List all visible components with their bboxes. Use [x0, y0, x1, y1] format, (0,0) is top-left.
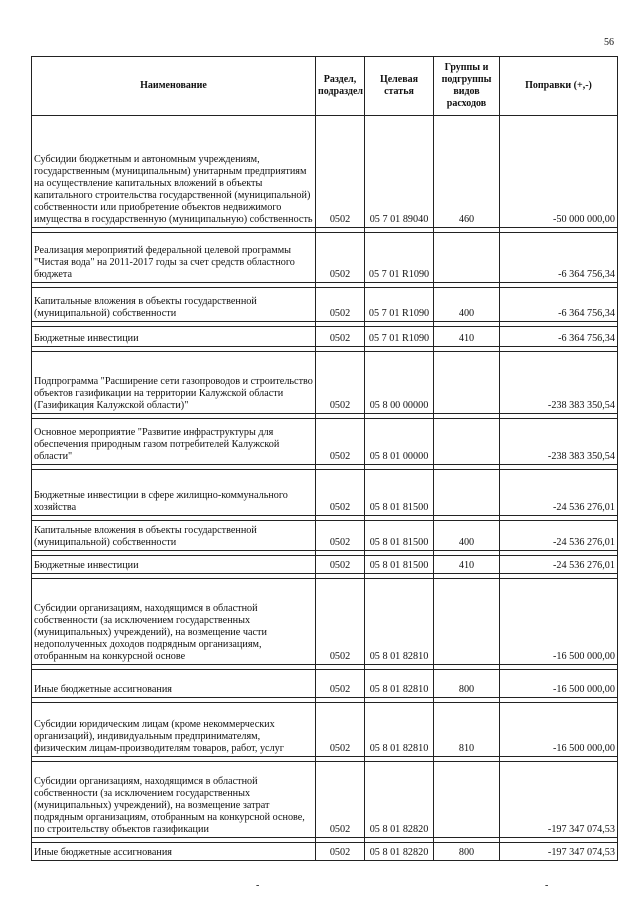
row-name: Иные бюджетные ассигнования [32, 843, 316, 861]
row-target: 05 8 01 82810 [365, 670, 434, 698]
table-header-row [32, 57, 618, 116]
row-amendment: -24 536 276,01 [500, 556, 618, 574]
row-amendment: -50 000 000,00 [500, 116, 618, 228]
row-name: Подпрограмма "Расширение сети газопроводов и строительство объектов газификации на территории Калужской области (Газификация Калужской области)" [32, 352, 316, 414]
table-row [32, 116, 618, 228]
header-group: Группы и подгруппы видов расходов [434, 57, 500, 116]
row-group: 460 [434, 116, 500, 228]
row-target: 05 8 01 81500 [365, 470, 434, 516]
row-amendment: -6 364 756,34 [500, 288, 618, 322]
page-number: 56 [604, 37, 614, 48]
table-row [32, 470, 618, 516]
row-name: Субсидии организациям, находящимся в областной собственности (за исключением государственных (муниципальных) учреждений), на возмещение части недополученных доходов подрядным организациям, отобранным на конкурсной основе [32, 579, 316, 665]
row-group: 400 [434, 288, 500, 322]
row-target: 05 8 00 00000 [365, 352, 434, 414]
header-name: Наименование [32, 57, 316, 116]
row-section: 0502 [316, 116, 365, 228]
row-name: Бюджетные инвестиции [32, 556, 316, 574]
table-row [32, 233, 618, 283]
row-section: 0502 [316, 233, 365, 283]
row-group [434, 762, 500, 838]
row-section: 0502 [316, 579, 365, 665]
row-target: 05 8 01 82810 [365, 579, 434, 665]
row-target: 05 8 01 82820 [365, 843, 434, 861]
row-name: Бюджетные инвестиции [32, 327, 316, 347]
row-section: 0502 [316, 470, 365, 516]
row-group: 800 [434, 843, 500, 861]
table-row [32, 556, 618, 574]
row-group [434, 352, 500, 414]
row-group [434, 579, 500, 665]
row-amendment: -238 383 350,54 [500, 352, 618, 414]
row-section: 0502 [316, 352, 365, 414]
row-target: 05 7 01 R1090 [365, 288, 434, 322]
row-target: 05 7 01 89040 [365, 116, 434, 228]
row-target: 05 8 01 81500 [365, 521, 434, 551]
row-target: 05 7 01 R1090 [365, 233, 434, 283]
header-amendment: Поправки (+,-) [500, 57, 618, 116]
table-row [32, 762, 618, 838]
table-row [32, 670, 618, 698]
row-group [434, 470, 500, 516]
row-amendment: -238 383 350,54 [500, 419, 618, 465]
row-section: 0502 [316, 556, 365, 574]
footer-mark-right: - [545, 880, 549, 891]
table-row [32, 419, 618, 465]
row-name: Капитальные вложения в объекты государственной (муниципальной) собственности [32, 521, 316, 551]
table-row [32, 703, 618, 757]
row-target: 05 8 01 00000 [365, 419, 434, 465]
row-section: 0502 [316, 703, 365, 757]
row-section: 0502 [316, 762, 365, 838]
table-row [32, 327, 618, 347]
row-amendment: -197 347 074,53 [500, 843, 618, 861]
row-section: 0502 [316, 843, 365, 861]
row-amendment: -6 364 756,34 [500, 233, 618, 283]
row-amendment: -16 500 000,00 [500, 670, 618, 698]
row-name: Субсидии юридическим лицам (кроме некоммерческих организаций), индивидуальным предпринимателям, физическим лицам-производителям товаров, работ, услуг [32, 703, 316, 757]
row-section: 0502 [316, 670, 365, 698]
row-amendment: -24 536 276,01 [500, 470, 618, 516]
row-group: 400 [434, 521, 500, 551]
row-group: 410 [434, 327, 500, 347]
row-group: 410 [434, 556, 500, 574]
row-group: 800 [434, 670, 500, 698]
row-group [434, 419, 500, 465]
row-amendment: -16 500 000,00 [500, 703, 618, 757]
row-name: Иные бюджетные ассигнования [32, 670, 316, 698]
row-name: Бюджетные инвестиции в сфере жилищно-коммунального хозяйства [32, 470, 316, 516]
row-target: 05 7 01 R1090 [365, 327, 434, 347]
row-section: 0502 [316, 288, 365, 322]
budget-amendments-table [31, 56, 618, 861]
row-name: Основное мероприятие "Развитие инфраструктуры для обеспечения природным газом потребителей Калужской области" [32, 419, 316, 465]
header-target: Целевая статья [365, 57, 434, 116]
row-target: 05 8 01 81500 [365, 556, 434, 574]
table-row [32, 288, 618, 322]
row-name: Реализация мероприятий федеральной целевой программы "Чистая вода" на 2011-2017 годы за счет средств областного бюджета [32, 233, 316, 283]
row-name: Субсидии бюджетным и автономным учреждениям, государственным (муниципальным) унитарным предприятиям на осуществление капитальных вложений в объекты капитального строительства государственной (муниципальной) собственности или приобретение объектов недвижимого имущества в государственную (муниципальную) собственность [32, 116, 316, 228]
header-section: Раздел, подраздел [316, 57, 365, 116]
table-row [32, 352, 618, 414]
row-name: Субсидии организациям, находящимся в областной собственности (за исключением государственных (муниципальных) учреждений), на возмещение затрат подрядным организациям, отобранным на конкурсной основе, по строительству объектов газификации [32, 762, 316, 838]
row-amendment: -197 347 074,53 [500, 762, 618, 838]
row-amendment: -16 500 000,00 [500, 579, 618, 665]
footer-mark-left: - [256, 880, 260, 891]
row-group: 810 [434, 703, 500, 757]
row-amendment: -24 536 276,01 [500, 521, 618, 551]
row-target: 05 8 01 82820 [365, 762, 434, 838]
table-row [32, 579, 618, 665]
row-section: 0502 [316, 419, 365, 465]
table-row [32, 843, 618, 861]
row-group [434, 233, 500, 283]
table-row [32, 521, 618, 551]
row-name: Капитальные вложения в объекты государственной (муниципальной) собственности [32, 288, 316, 322]
row-section: 0502 [316, 327, 365, 347]
row-section: 0502 [316, 521, 365, 551]
row-target: 05 8 01 82810 [365, 703, 434, 757]
row-amendment: -6 364 756,34 [500, 327, 618, 347]
